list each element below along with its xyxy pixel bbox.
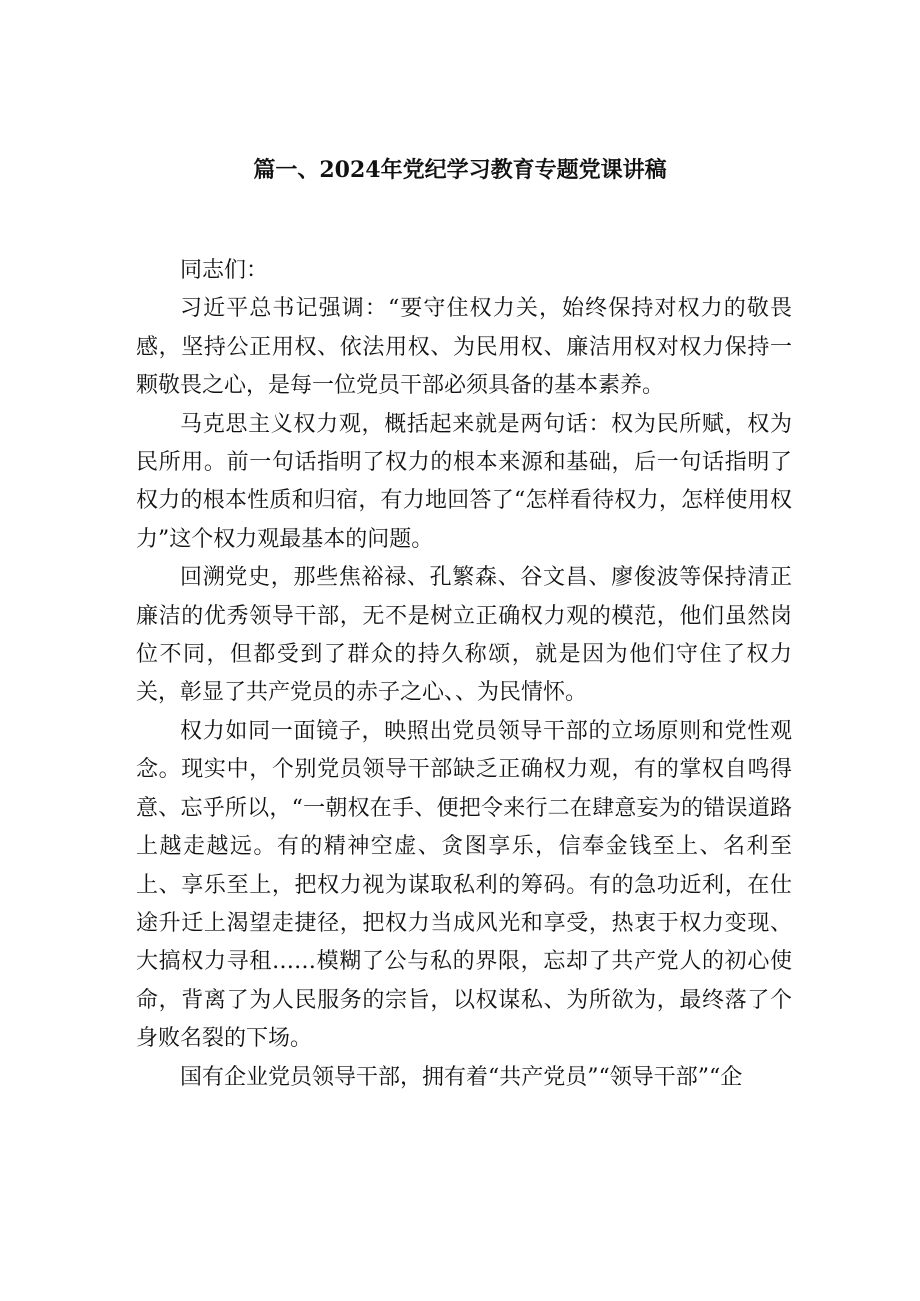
paragraph: 习近平总书记强调：“要守住权力关，始终保持对权力的敬畏感，坚持公正用权、依法用权、为民用权、廉洁用权对权力保持一颗敬畏之心，是每一位党员干部必须具备的基本素养。	[136, 296, 792, 399]
document-title: 篇一、2024年党纪学习教育专题党课讲稿	[253, 157, 667, 183]
paragraph-salutation: 同志们：	[180, 258, 269, 283]
paragraph: 马克思主义权力观，概括起来就是两句话：权为民所赋，权为民所用。前一句话指明了权力的根本来源和基础，后一句话指明了权力的根本性质和归宿，有力地回答了“怎样看待权力，怎样使用权力”这个权力观最基本的问题。	[136, 411, 792, 552]
document-body	[136, 252, 792, 1097]
paragraph: 权力如同一面镜子，映照出党员领导干部的立场原则和党性观念。现实中，个别党员领导干部缺乏正确权力观，有的掌权自鸣得意、忘乎所以，“一朝权在手、便把令来行二在肆意妄为的错误道路上越走越远。有的精神空虚、贪图享乐，信奉金钱至上、名利至上、享乐至上，把权力视为谋取私利的筹码。有的急功近利，在仕途升迁上渴望走捷径，把权力当成风光和享受，热衷于权力变现、大搞权力寻租……模糊了公与私的界限，忘却了共产党人的初心使命，背离了为人民服务的宗旨，以权谋私、为所欲为，最终落了个身败名裂的下场。	[136, 718, 792, 1052]
paragraph: 回溯党史，那些焦裕禄、孔繁森、谷文昌、廖俊波等保持清正廉洁的优秀领导干部，无不是树立正确权力观的模范，他们虽然岗位不同，但都受到了群众的持久称颂，就是因为他们守住了权力关，彰显了共产党员的赤子之心、、为民情怀。	[136, 565, 792, 706]
paragraph: 国有企业党员领导干部，拥有着“共产党员”“领导干部”“企	[180, 1064, 743, 1090]
